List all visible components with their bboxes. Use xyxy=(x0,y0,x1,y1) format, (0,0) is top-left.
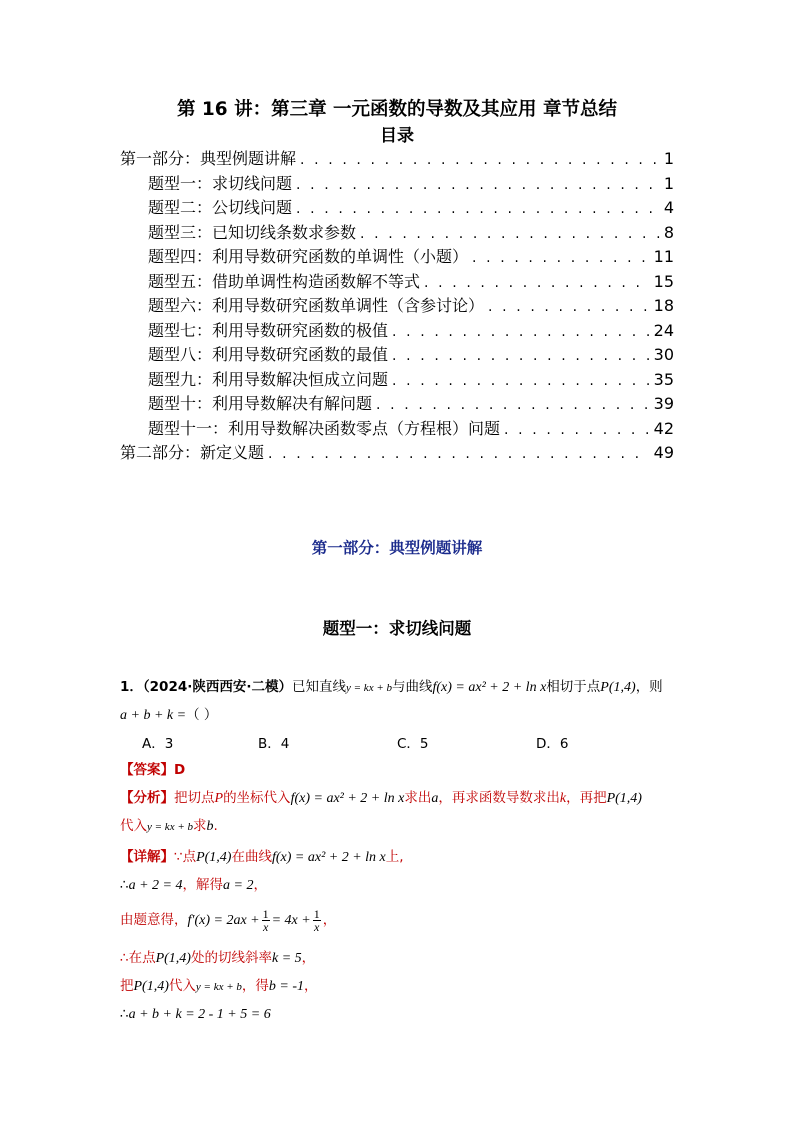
detail-text: 在曲线 xyxy=(231,849,272,865)
fraction-numerator: 1 xyxy=(313,906,320,921)
math-line-equation: y = kx + b xyxy=(195,981,242,993)
detail-text: 处的切线斜率 xyxy=(190,950,272,966)
detail-text: ，得 xyxy=(241,978,269,994)
detail-tag: 【详解】 xyxy=(120,849,174,865)
toc-entry[interactable] xyxy=(148,196,674,221)
math-line-equation: y = kx + b xyxy=(147,821,193,833)
question-line xyxy=(120,676,663,699)
toc-dot-leader xyxy=(504,418,650,443)
fraction-denominator: x xyxy=(262,919,269,934)
toc-entry[interactable] xyxy=(148,172,674,197)
toc-entry[interactable] xyxy=(148,294,674,319)
detail-text: 代入 xyxy=(168,978,196,994)
detail-line xyxy=(120,874,267,897)
option-a[interactable]: A．3 xyxy=(142,736,174,752)
toc-entry-page: 4 xyxy=(663,198,674,217)
toc-entry[interactable] xyxy=(148,319,674,344)
math-point: P(1,4) xyxy=(155,951,191,966)
part-heading: 第一部分：典型例题讲解 xyxy=(311,539,483,557)
toc-dot-leader xyxy=(376,393,650,418)
analysis-text: . xyxy=(213,818,218,834)
toc-entry-label: 题型六：利用导数研究函数单调性（含参讨论） xyxy=(148,296,485,315)
math-point: P(1,4) xyxy=(606,791,642,806)
analysis-text: 的坐标代入 xyxy=(223,790,291,806)
toc-entry[interactable] xyxy=(148,245,674,270)
analysis-line xyxy=(120,815,218,838)
toc-dot-leader xyxy=(392,320,650,345)
detail-text: ， xyxy=(301,950,316,966)
detail-text: ∴在点 xyxy=(120,950,156,966)
math-curve-equation: f(x) = ax² + 2 + ln x xyxy=(432,680,547,695)
math-curve-equation: f(x) = ax² + 2 + ln x xyxy=(290,791,405,806)
analysis-tag: 【分析】 xyxy=(120,790,174,806)
detail-text: 由题意得， xyxy=(120,912,188,928)
toc-dot-leader xyxy=(296,197,660,222)
toc-entry-page: 35 xyxy=(653,369,674,389)
question-number: 1． xyxy=(120,679,143,695)
math-point: P(1,4) xyxy=(600,680,636,695)
toc-entry-page: 1 xyxy=(663,149,674,168)
toc-entry-label: 题型八：利用导数研究函数的最值 xyxy=(148,345,389,364)
detail-line xyxy=(120,1003,271,1026)
toc-entry[interactable] xyxy=(148,392,674,417)
analysis-text: ，再把 xyxy=(566,790,607,806)
toc-entry-page: 42 xyxy=(653,418,674,438)
detail-line xyxy=(120,846,404,869)
toc-entry-label: 题型三：已知切线条数求参数 xyxy=(148,222,357,242)
document-title: 第 16 讲：第三章 一元函数的导数及其应用 章节总结 xyxy=(176,99,617,120)
analysis-text: 把切点 xyxy=(174,790,215,806)
detail-line xyxy=(120,975,318,998)
math-expression: a + b + k = 2 - 1 + 5 = 6 xyxy=(128,1007,271,1022)
toc-entry[interactable] xyxy=(148,368,674,393)
detail-line xyxy=(120,905,336,936)
option-c[interactable]: C．5 xyxy=(397,736,429,752)
answer-line xyxy=(120,759,185,781)
analysis-text: ，再求函数导数求出 xyxy=(438,790,560,806)
math-line-equation: y = kx + b xyxy=(346,682,392,694)
math-ask: a + b + k = xyxy=(120,708,187,723)
math-derivative: = 4x + xyxy=(271,913,311,928)
toc-entry-label: 题型十：利用导数解决有解问题 xyxy=(148,394,373,413)
answer-tag: 【答案】 xyxy=(120,762,174,778)
analysis-text: 代入 xyxy=(120,818,147,834)
answer-blank: （ ） xyxy=(186,707,218,723)
math-point: P(1,4) xyxy=(133,979,169,994)
toc-entry-label: 题型五：借助单调性构造函数解不等式 xyxy=(148,271,421,291)
question-text: 相切于点 xyxy=(546,679,601,695)
toc-dot-leader xyxy=(488,295,650,320)
toc-entry[interactable] xyxy=(148,417,674,442)
math-var: k xyxy=(559,791,567,806)
detail-text: ∵点 xyxy=(174,849,197,865)
question-text: 已知直线 xyxy=(292,679,346,695)
toc-heading: 目录 xyxy=(380,126,414,146)
toc-entry[interactable] xyxy=(120,441,674,466)
fraction-numerator: 1 xyxy=(262,906,269,921)
toc-entry-page: 15 xyxy=(653,271,674,291)
toc-entry-label: 题型四：利用导数研究函数的单调性（小题） xyxy=(148,247,469,266)
question-source: （2024·陕西西安·二模） xyxy=(142,679,292,695)
toc-entry-page: 39 xyxy=(653,394,674,413)
question-text: 与曲线 xyxy=(392,679,433,695)
analysis-text: 求 xyxy=(193,818,207,834)
detail-text: ，解得 xyxy=(182,877,223,893)
toc-entry-label: 第一部分：典型例题讲解 xyxy=(120,149,297,168)
toc-entry[interactable] xyxy=(148,270,674,295)
math-var: P xyxy=(214,791,224,806)
detail-text: ， xyxy=(253,877,267,893)
toc-entry-page: 1 xyxy=(663,173,674,193)
toc-entry[interactable] xyxy=(120,147,674,172)
toc-entry-page: 24 xyxy=(653,320,674,340)
toc-entry-label: 题型七：利用导数研究函数的极值 xyxy=(148,320,389,340)
math-expression: b = -1 xyxy=(268,979,304,994)
detail-text: 把 xyxy=(120,978,134,994)
analysis-line xyxy=(120,787,642,810)
toc-dot-leader xyxy=(296,173,660,198)
toc-entry-label: 题型九：利用导数解决恒成立问题 xyxy=(148,369,389,389)
toc-entry-label: 题型二：公切线问题 xyxy=(148,198,293,217)
toc-entry[interactable] xyxy=(148,343,674,368)
question-line xyxy=(120,704,217,727)
toc-entry-label: 题型十一：利用导数解决函数零点（方程根）问题 xyxy=(148,418,501,438)
detail-line xyxy=(120,947,315,970)
toc-entry-page: 11 xyxy=(653,247,674,266)
math-point: P(1,4) xyxy=(196,850,232,865)
toc-dot-leader xyxy=(360,222,660,247)
math-fraction xyxy=(262,908,270,933)
math-derivative: f′(x) = 2ax + xyxy=(187,913,260,928)
toc-dot-leader xyxy=(424,271,650,296)
toc-entry-page: 49 xyxy=(653,443,674,462)
toc-entry-page: 18 xyxy=(653,296,674,315)
toc-dot-leader xyxy=(268,442,650,467)
toc-dot-leader xyxy=(392,344,650,369)
detail-text: ∴ xyxy=(120,877,129,893)
toc-entry[interactable] xyxy=(148,221,674,246)
math-var: a xyxy=(431,791,439,806)
toc-entry-label: 第二部分：新定义题 xyxy=(120,443,265,462)
analysis-text: 求出 xyxy=(404,790,432,806)
toc-entry-page: 8 xyxy=(663,222,674,242)
option-b[interactable]: B．4 xyxy=(258,736,290,752)
math-var: b xyxy=(206,819,214,834)
detail-text: ∴ xyxy=(120,1006,129,1022)
answer-value: D xyxy=(174,762,186,778)
toc-entry-page: 30 xyxy=(653,345,674,364)
detail-text: 上, xyxy=(385,849,404,865)
math-expression: a + 2 = 4 xyxy=(128,878,183,893)
fraction-denominator: x xyxy=(314,919,320,934)
math-fraction xyxy=(313,908,321,933)
detail-text: ， xyxy=(322,912,337,928)
option-d[interactable]: D．6 xyxy=(536,736,569,752)
math-expression: k = 5 xyxy=(271,951,302,966)
toc-dot-leader xyxy=(392,369,650,394)
toc-entry-label: 题型一：求切线问题 xyxy=(148,173,293,193)
math-curve-equation: f(x) = ax² + 2 + ln x xyxy=(271,850,386,865)
section-heading: 题型一：求切线问题 xyxy=(322,619,472,638)
toc-dot-leader xyxy=(300,148,660,173)
question-text: ，则 xyxy=(635,679,663,695)
math-expression: a = 2 xyxy=(223,878,254,893)
detail-text: ， xyxy=(304,978,318,994)
toc-dot-leader xyxy=(472,246,650,271)
